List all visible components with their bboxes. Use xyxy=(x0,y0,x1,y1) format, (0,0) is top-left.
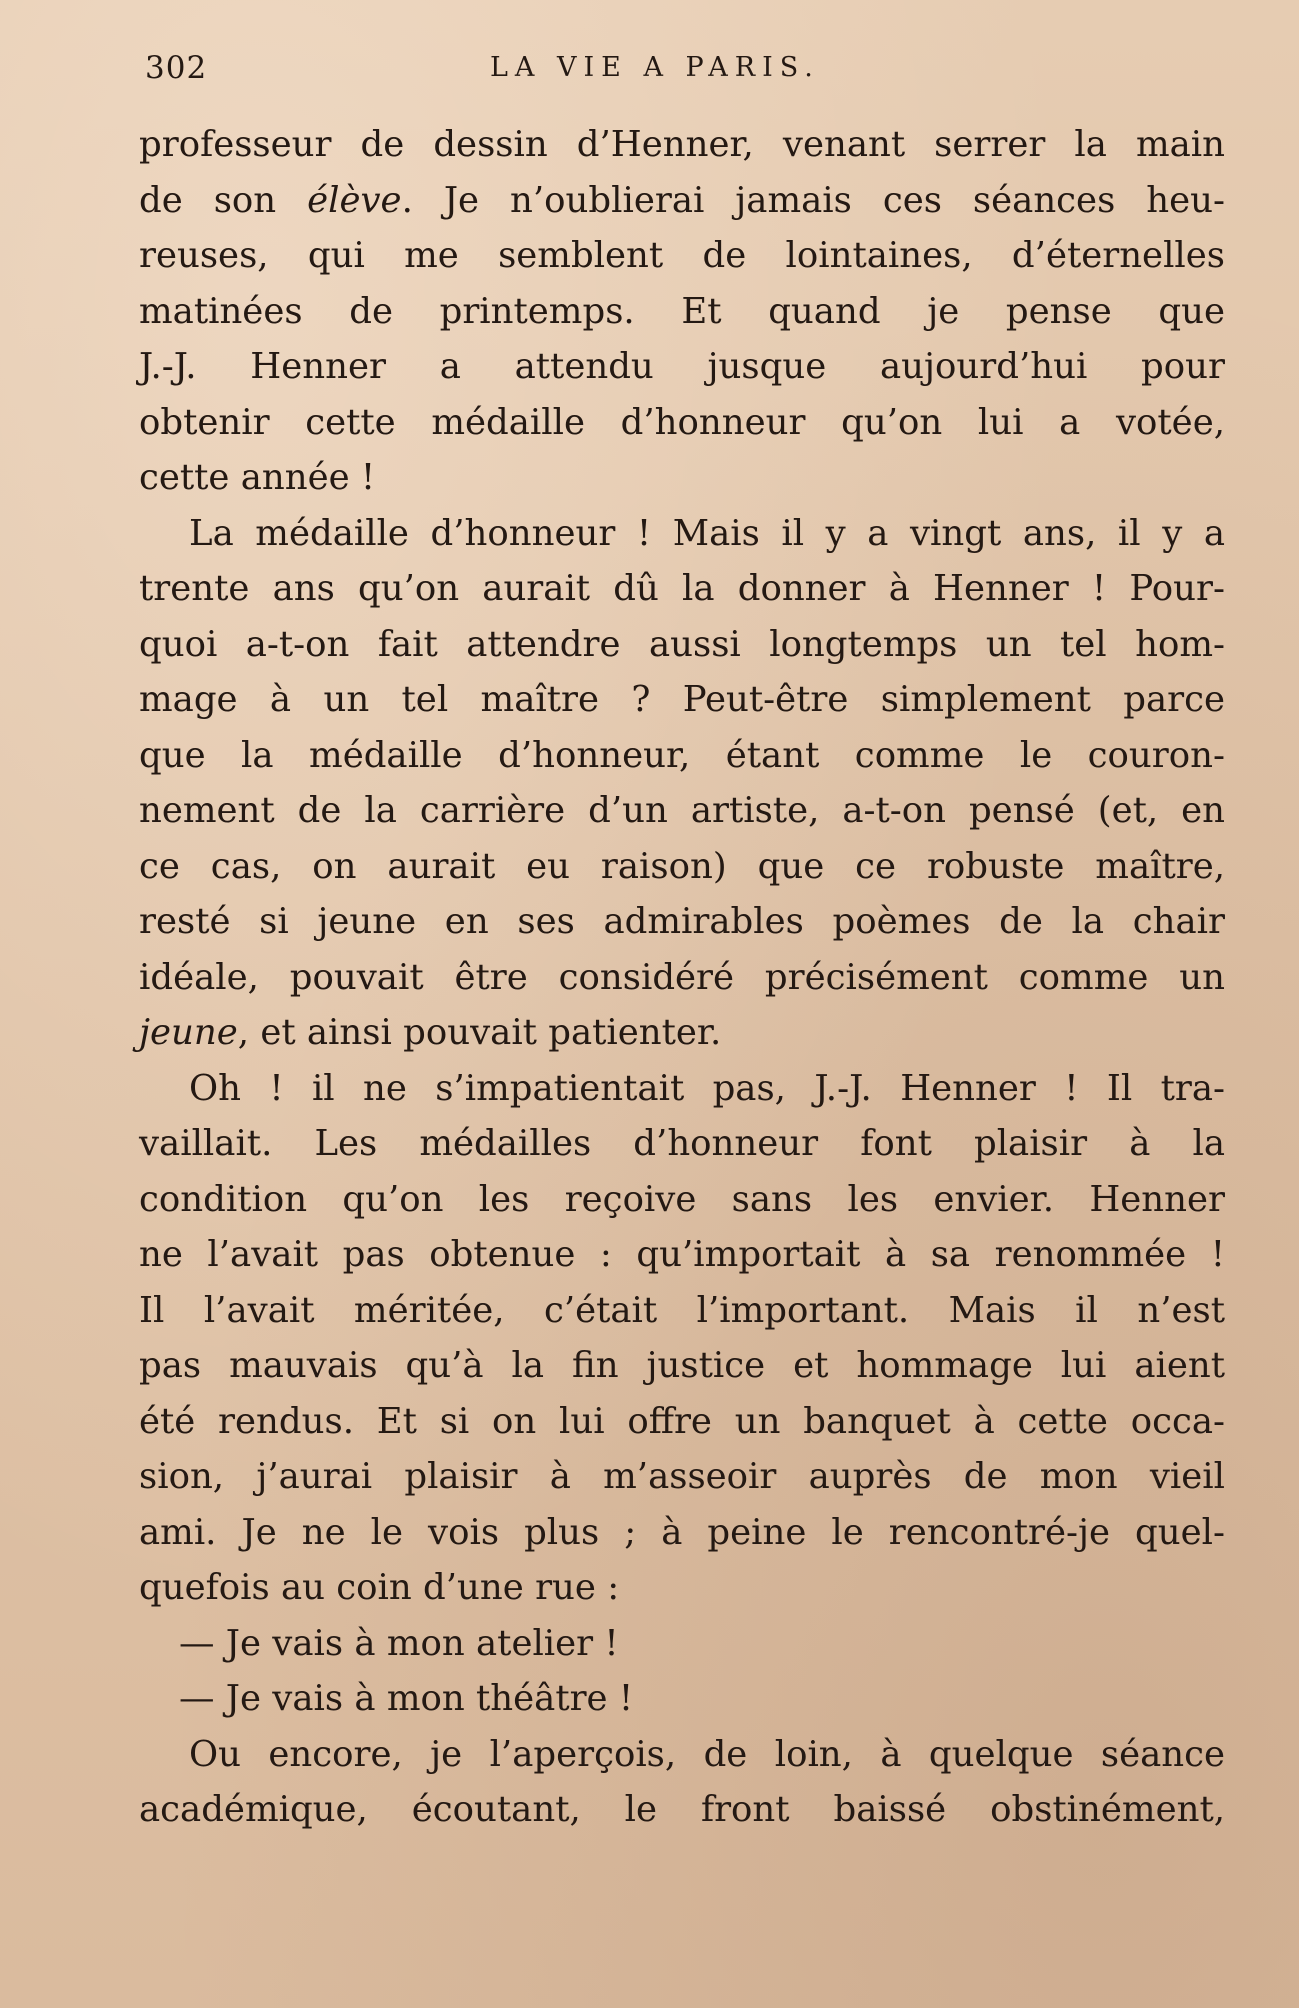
text-line xyxy=(139,894,1225,950)
text-segment: sion, j’aurai plaisir à m’asseoir auprès de mon vieil xyxy=(139,1456,1225,1497)
text-line xyxy=(139,1782,1225,1838)
text-line xyxy=(139,839,1225,895)
text-line xyxy=(139,1394,1225,1450)
text-segment: — Je vais à mon atelier ! xyxy=(179,1622,619,1664)
text-segment: vaillait. Les médailles d’honneur font plaisir à la xyxy=(139,1123,1225,1164)
text-line xyxy=(139,1005,1225,1061)
text-line xyxy=(139,284,1225,340)
text-line xyxy=(139,1449,1225,1505)
text-segment: J.-J. Henner a attendu jusque aujourd’hui pour xyxy=(139,346,1225,387)
text-line xyxy=(139,450,1225,506)
text-segment: reuses, qui me semblent de lointaines, d’éternelles xyxy=(139,235,1225,276)
text-segment: quefois au coin d’une rue : xyxy=(139,1567,620,1608)
text-segment: ne l’avait pas obtenue : qu’importait à sa renommée ! xyxy=(139,1234,1225,1275)
text-line xyxy=(139,1338,1225,1394)
text-line xyxy=(139,339,1225,395)
text-line xyxy=(139,1227,1225,1283)
text-segment: quoi a-t-on fait attendre aussi longtemps un tel hom- xyxy=(139,623,1225,665)
text-line xyxy=(139,1560,1225,1616)
italic-text: élève xyxy=(307,179,402,221)
text-segment: académique, écoutant, le front baissé obstinément, xyxy=(139,1789,1225,1830)
text-line xyxy=(139,173,1225,229)
text-line xyxy=(139,228,1225,284)
text-segment: , et ainsi pouvait patienter. xyxy=(237,1012,722,1053)
running-title: LA VIE A PARIS. xyxy=(490,52,820,83)
text-segment: professeur de dessin d’Henner, venant serrer la main xyxy=(139,124,1225,165)
italic-text: jeune xyxy=(139,1012,238,1053)
text-line xyxy=(139,1116,1225,1172)
text-line xyxy=(139,672,1225,728)
text-segment: La médaille d’honneur ! Mais il y a vingt ans, il y a xyxy=(189,512,1225,554)
text-segment: cette année ! xyxy=(139,457,376,498)
text-line xyxy=(139,506,1225,562)
text-segment: obtenir cette médaille d’honneur qu’on lui a votée, xyxy=(139,401,1225,443)
text-line xyxy=(139,950,1225,1006)
text-line xyxy=(139,1616,1225,1672)
text-segment: resté si jeune en ses admirables poèmes de la chair xyxy=(139,901,1225,942)
text-line xyxy=(139,1505,1225,1561)
text-segment: — Je vais à mon théâtre ! xyxy=(179,1678,634,1719)
text-segment: mage à un tel maître ? Peut-être simplement parce xyxy=(139,679,1225,720)
text-line xyxy=(139,1283,1225,1339)
text-segment: pas mauvais qu’à la fin justice et hommage lui aient xyxy=(139,1345,1225,1386)
page-number: 302 xyxy=(145,50,208,86)
text-line xyxy=(139,728,1225,784)
text-line xyxy=(139,395,1225,451)
text-segment: matinées de printemps. Et quand je pense que xyxy=(139,290,1225,332)
text-segment: que la médaille d’honneur, étant comme le couron- xyxy=(139,734,1225,776)
text-line xyxy=(139,617,1225,673)
text-segment: Ou encore, je l’aperçois, de loin, à quelque séance xyxy=(189,1733,1225,1775)
text-line xyxy=(139,1727,1225,1783)
text-segment: ce cas, on aurait eu raison) que ce robuste maître, xyxy=(139,845,1225,887)
text-segment: ami. Je ne le vois plus ; à peine le rencontré-je quel- xyxy=(139,1511,1225,1553)
text-line xyxy=(139,1061,1225,1117)
text-line xyxy=(139,561,1225,617)
text-segment: Oh ! il ne s’impatientait pas, J.-J. Henner ! Il tra- xyxy=(189,1067,1225,1109)
text-line xyxy=(139,1671,1225,1727)
text-segment: Il l’avait méritée, c’était l’important. Mais il n’est xyxy=(139,1289,1225,1331)
text-segment: de son xyxy=(139,179,308,221)
text-line xyxy=(139,1172,1225,1228)
running-head xyxy=(145,50,1225,100)
text-line xyxy=(139,783,1225,839)
text-segment: condition qu’on les reçoive sans les envier. Henner xyxy=(139,1178,1225,1220)
text-segment: . Je n’oublierai jamais ces séances heu- xyxy=(401,179,1225,221)
text-segment: nement de la carrière d’un artiste, a-t-on pensé (et, en xyxy=(139,790,1225,831)
text-line xyxy=(139,117,1225,173)
text-segment: trente ans qu’on aurait dû la donner à Henner ! Pour- xyxy=(139,568,1225,609)
body-text xyxy=(139,117,1225,1838)
text-segment: été rendus. Et si on lui offre un banquet à cette occa- xyxy=(139,1400,1225,1442)
text-segment: idéale, pouvait être considéré précisément comme un xyxy=(139,956,1225,998)
